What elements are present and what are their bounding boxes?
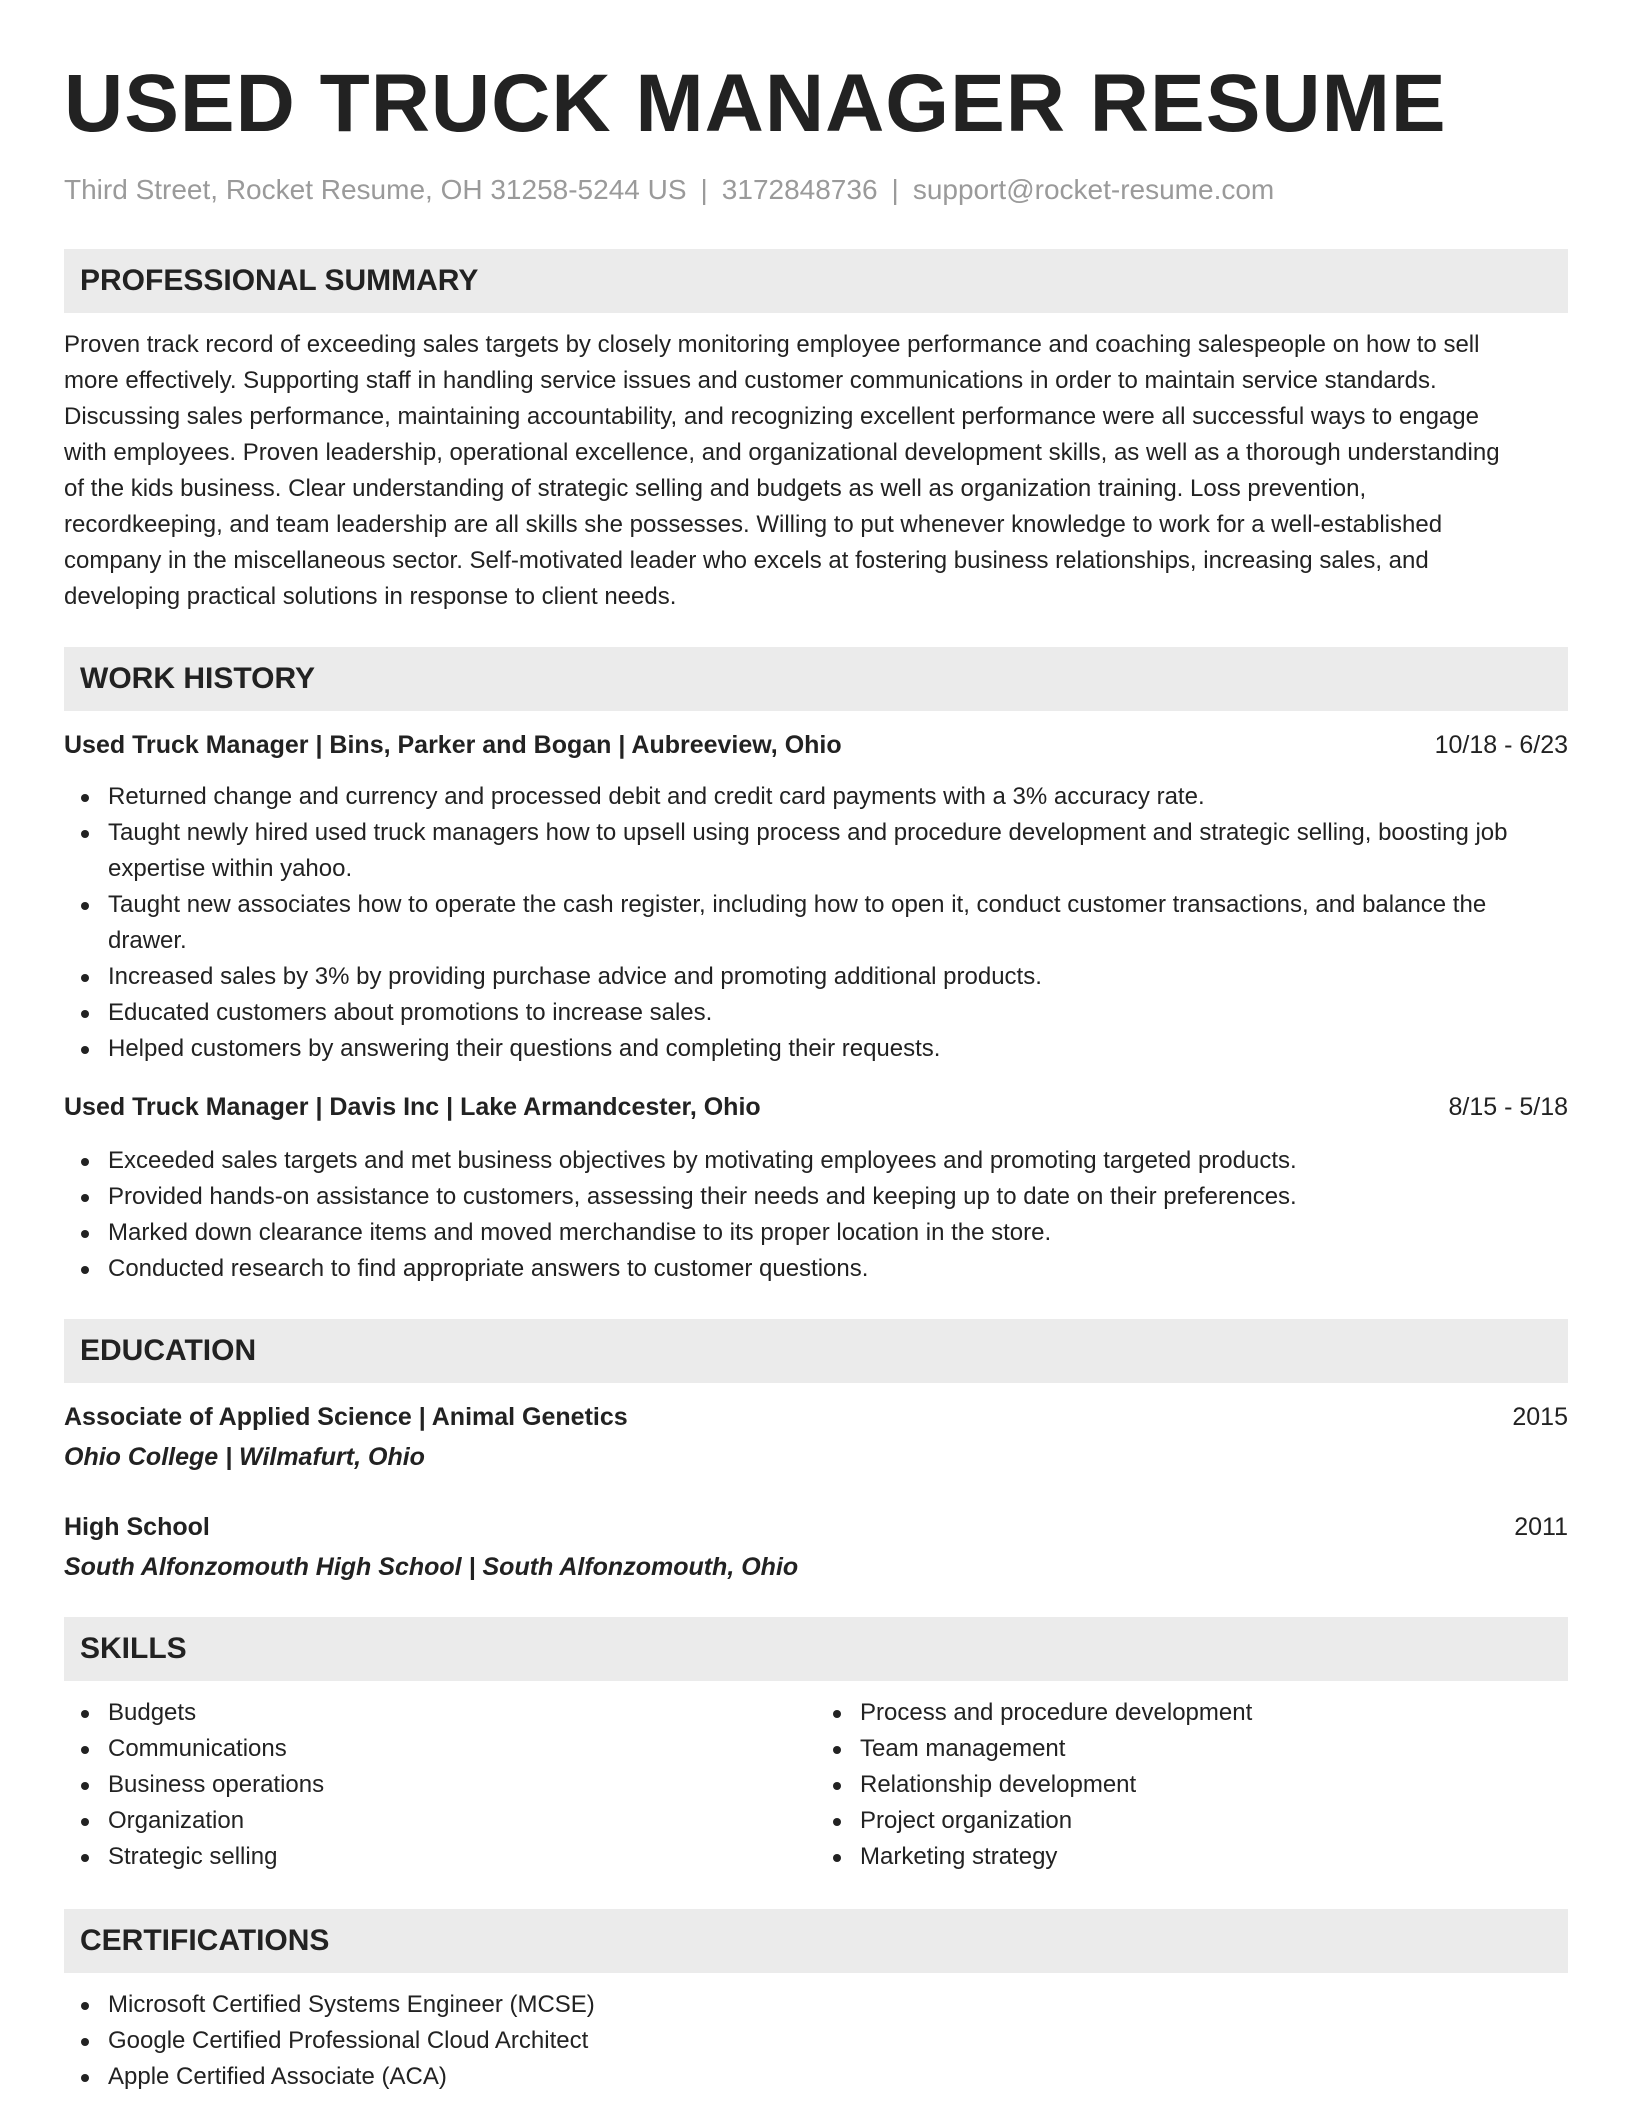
list-item: Returned change and currency and processed debit and credit card payments with a 3% accuracy rate. [64, 779, 1568, 815]
list-item: Increased sales by 3% by providing purchase advice and promoting additional products. [64, 959, 1568, 995]
skill-item: Project organization [816, 1803, 1568, 1839]
skill-item: Team management [816, 1731, 1568, 1767]
education-entry [64, 1509, 1568, 1585]
summary-line: more effectively. Supporting staff in handling service issues and customer communications in order to maintain service standards. [64, 367, 1437, 394]
contact-email: support@rocket-resume.com [912, 174, 1275, 205]
resume-title: USED TRUCK MANAGER RESUME [64, 58, 1447, 149]
contact-phone: 3172848736 [721, 174, 878, 205]
contact-separator: | [700, 174, 708, 205]
job-dates: 8/15 - 5/18 [1448, 1093, 1568, 1121]
list-item: Conducted research to find appropriate answers to customer questions. [64, 1251, 1568, 1287]
job-header [64, 1089, 1568, 1125]
education-year: 2011 [1514, 1513, 1568, 1541]
education-school: Ohio College | Wilmafurt, Ohio [64, 1443, 425, 1471]
education-degree: Associate of Applied Science | Animal Genetics [64, 1403, 628, 1431]
job-dates: 10/18 - 6/23 [1434, 731, 1568, 759]
education-year: 2015 [1512, 1403, 1568, 1431]
skill-item: Communications [64, 1731, 816, 1767]
summary-line: Proven track record of exceeding sales targets by closely monitoring employee performance and coaching salespeople on how to sell [64, 331, 1480, 358]
section-heading-skills: SKILLS [64, 1617, 1568, 1681]
education-header [64, 1399, 1568, 1435]
list-item: Exceeded sales targets and met business objectives by motivating employees and promoting targeted products. [64, 1143, 1568, 1179]
certification-item: Apple Certified Associate (ACA) [64, 2059, 1568, 2095]
section-heading-summary: PROFESSIONAL SUMMARY [64, 249, 1568, 313]
list-item: Provided hands-on assistance to customers, assessing their needs and keeping up to date on their preferences. [64, 1179, 1568, 1215]
skills-column-right [816, 1695, 1568, 1875]
job-header [64, 727, 1568, 763]
summary-line: with employees. Proven leadership, operational excellence, and organizational development skills, as well as a thorough understanding [64, 439, 1500, 466]
summary-line: Discussing sales performance, maintaining accountability, and recognizing excellent performance were all successful ways to engage [64, 403, 1479, 430]
summary-line: developing practical solutions in response to client needs. [64, 583, 677, 610]
list-item: Taught new associates how to operate the cash register, including how to open it, conduct customer transactions, and balance the drawer. [64, 887, 1568, 959]
certification-item: Google Certified Professional Cloud Architect [64, 2023, 1568, 2059]
list-item: Helped customers by answering their questions and completing their requests. [64, 1031, 1568, 1067]
skill-item: Organization [64, 1803, 816, 1839]
job-entry [64, 1089, 1568, 1287]
summary-line: of the kids business. Clear understanding of strategic selling and budgets as well as organization training. Loss prevention, [64, 475, 1367, 502]
summary-line: company in the miscellaneous sector. Self-motivated leader who excels at fostering business relationships, increasing sales, and [64, 547, 1429, 574]
certification-item: Microsoft Certified Systems Engineer (MCSE) [64, 1987, 1568, 2023]
section-heading-work-history: WORK HISTORY [64, 647, 1568, 711]
contact-line [64, 172, 1568, 208]
education-school: South Alfonzomouth High School | South Alfonzomouth, Ohio [64, 1553, 799, 1581]
certifications-list [64, 1987, 1568, 2095]
education-degree: High School [64, 1513, 210, 1541]
section-heading-education: EDUCATION [64, 1319, 1568, 1383]
summary-text [64, 327, 1568, 615]
job-entry [64, 727, 1568, 1067]
skill-item: Marketing strategy [816, 1839, 1568, 1875]
contact-address: Third Street, Rocket Resume, OH 31258-5244 US [64, 174, 687, 205]
skill-item: Relationship development [816, 1767, 1568, 1803]
section-heading-certifications: CERTIFICATIONS [64, 1909, 1568, 1973]
education-header [64, 1509, 1568, 1545]
summary-line: recordkeeping, and team leadership are all skills she possesses. Willing to put whenever knowledge to work for a well-established [64, 511, 1443, 538]
skills-column-left [64, 1695, 816, 1875]
education-entry [64, 1399, 1568, 1475]
list-item: Taught newly hired used truck managers how to upsell using process and procedure development and strategic selling, boosting job expertise within yahoo. [64, 815, 1568, 887]
skill-item: Budgets [64, 1695, 816, 1731]
contact-separator: | [891, 174, 899, 205]
skills-grid [64, 1695, 1568, 1875]
skill-item: Business operations [64, 1767, 816, 1803]
job-bullets [64, 779, 1568, 1067]
job-title: Used Truck Manager | Bins, Parker and Bogan | Aubreeview, Ohio [64, 731, 842, 759]
skill-item: Strategic selling [64, 1839, 816, 1875]
list-item: Marked down clearance items and moved merchandise to its proper location in the store. [64, 1215, 1568, 1251]
list-item: Educated customers about promotions to increase sales. [64, 995, 1568, 1031]
job-bullets [64, 1143, 1568, 1287]
skill-item: Process and procedure development [816, 1695, 1568, 1731]
job-title: Used Truck Manager | Davis Inc | Lake Armandcester, Ohio [64, 1093, 761, 1121]
